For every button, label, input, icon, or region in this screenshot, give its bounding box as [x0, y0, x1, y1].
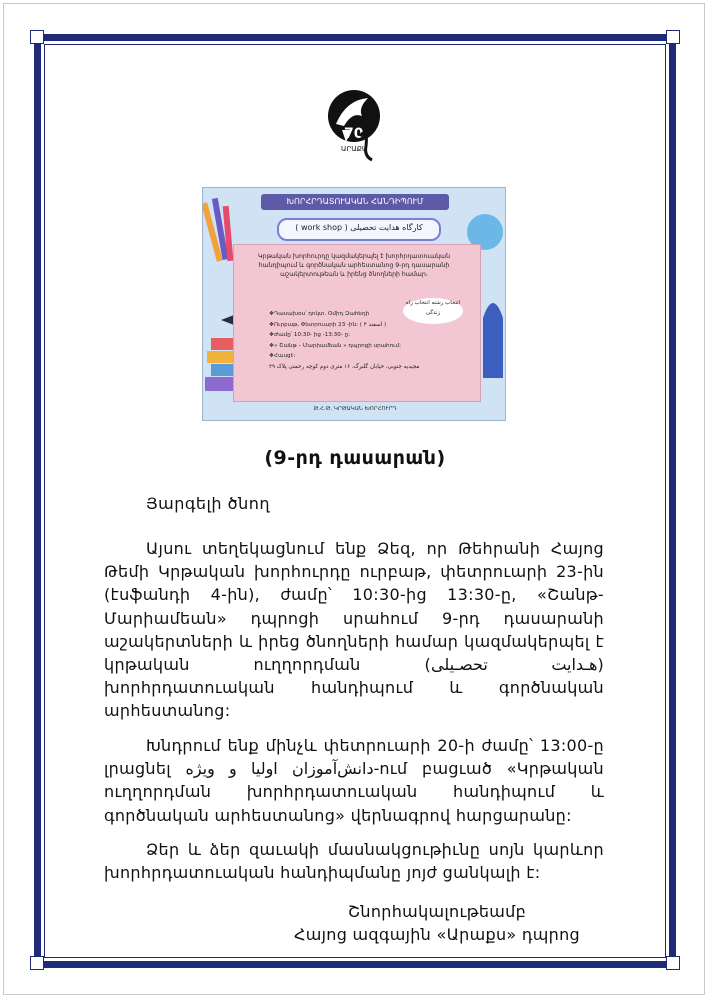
poster-paragraph: Կրթական խորհուրդը կազմակերպել է խորհրդատուական հանդիպում և գործնական արհեստանոց 9-րդ դասարանի աշակերտութեան և իրենց ծնողների համար։ [258, 253, 450, 278]
greeting: Յարգելի ծնող [146, 494, 270, 513]
body-paragraph: Ձեր և ձեր զաւակի մասնակցութիւնը սոյն կարևոր խորհրդատուական հանդիպմանը յոյժ ցանկալի է: [104, 840, 604, 883]
body-paragraph: Խնդրում ենք մինչև փետրուարի 20-ի ժամը՝ 13:00-ը լրացնել دانش‌آموزان اولیا و ویژه-ում բացւած «Կրթական ուղղորդման խորհրդատուական հանդիպում և գործնական արհեստանոց» վերնագրով հարցարանը: [104, 736, 604, 825]
frame-corner-ornament [666, 30, 680, 44]
logo-caption: ԱՐԱՔՍ [340, 145, 367, 153]
poster-detail-item: ❖Ուրբաթ, Փետրուարի 23 -ին: ( ۴ اسفند ) [269, 321, 387, 328]
school-logo-icon [322, 86, 386, 166]
poster-detail-item: ❖Հասցէ: [269, 353, 296, 359]
signature-closing: Շնորհակալութեամբ [348, 902, 527, 921]
poster-ribbon: ( work shop ) کارگاه هدایت تحصیلی [277, 218, 441, 241]
poster-details-list [269, 309, 459, 372]
poster-detail-item: ❖Ժամը՝ 10:30- ից -13:30- ը: [269, 332, 351, 338]
poster-detail-item: ❖« Շանթ – Մարիամեան » դպրոցի սրահում: [269, 342, 402, 349]
frame-corner-ornament [30, 956, 44, 970]
page-heading: (9-րդ դասարան) [264, 447, 446, 469]
poster-footer: Թ.Հ.Թ. ԿՐԹԱԿԱՆ ԽՈՐՀՈՒՐԴ [313, 406, 397, 412]
poster-title: ԽՈՐՀՐԴԱՏՈՒԱԿԱՆ ՀԱՆԴԻՊՈՒՄ [261, 194, 449, 210]
body-paragraph: Այսու տեղեկացնում ենք Ձեզ, որ Թեհրանի Հայոց Թեմի Կրթական խորհուրդը ուրբաթ, փետրուարի 23-ին (էսֆանդի 4-ին), ժամը՝ 10:30-ից 13:30-ը, «Շանթ-Մարիամեան» դպրոցի սրահում 9-րդ դասարանի աշակերտների և իրեց ծնողների համար կազմակերպել է կրթական ուղղորդման (هـدایت تحصـیلی) խորհրդատուական հանդիպում և գործնական արհեստանոց: [104, 539, 604, 721]
poster-detail-item: مجیدیه جنوبی، خیابان گلبرگ، ۱۶ متری دوم کوچه رحمتی پلاک ۲۹ [269, 363, 420, 370]
frame-corner-ornament [666, 956, 680, 970]
poster-speech-bubble: انتخاب رشته انتخاب راه زندگی [403, 298, 463, 324]
event-poster [202, 187, 506, 421]
poster-detail-item: ❖Դասախօս՝ դոկտ. Օմիդ Զահեդի [269, 311, 370, 317]
frame-corner-ornament [30, 30, 44, 44]
svg-text:70: 70 [344, 126, 364, 142]
signature-school: Հայոց ազգային «Արաքս» դպրոց [294, 925, 580, 944]
